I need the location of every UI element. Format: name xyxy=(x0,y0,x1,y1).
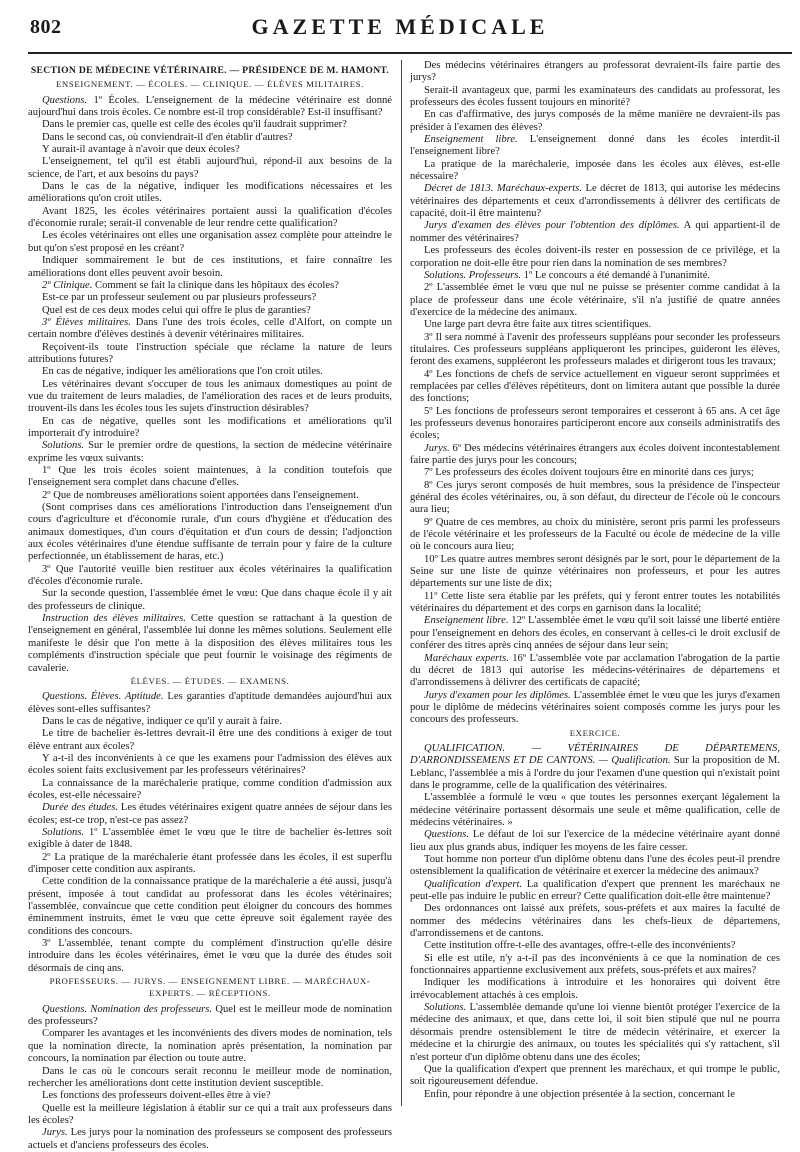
paragraph-block xyxy=(28,502,392,564)
paragraph-text: Y aurait-il avantage à n'avoir que deux écoles? xyxy=(42,144,240,156)
paragraph-block xyxy=(28,1066,392,1091)
paragraph-lead: Questions. xyxy=(42,94,88,106)
paragraph-lead: Décret de 1813. Maréchaux-experts. xyxy=(424,183,582,195)
paragraph-block xyxy=(28,366,392,378)
paragraph-lead: Enseignement libre. xyxy=(424,615,509,627)
paragraph-text: Serait-il avantageux que, parmi les examinateurs des candidats au professorat, les professeurs des écoles fussent toujours en minorité? xyxy=(410,84,780,109)
paragraph-text: L'assemblée demande qu'une loi vienne bientôt protéger l'exercice de la médecine des animaux, et que, dans cette loi, il soit bien stipulé que nul ne pourra désormais prendre ostensiblement le titre de médecin vétérinaire, et exercer la médecine et la chirurgie des animaux, ou toutes les spécialités qui s'y rattachent, s'il n'est porteur d'un diplôme obtenu dans une des écoles; xyxy=(410,1002,780,1063)
paragraph-block xyxy=(28,852,392,877)
paragraph xyxy=(28,876,392,938)
paragraph-text: Les vétérinaires devant s'occuper de tous les animaux domestiques au point de vue du traitement de leurs maladies, de l'amélioration des races et de leurs produits, trouvent-ils dans les écoles tous les sujets d'instruction désirables? xyxy=(28,378,392,415)
paragraph-block xyxy=(28,465,392,490)
paragraph-text: La connaissance de la maréchalerie pratique, comme condition d'admission aux écoles, est-elle nécessaire? xyxy=(28,777,392,801)
paragraph xyxy=(410,792,780,829)
paragraph-block xyxy=(28,490,392,502)
paragraph-block xyxy=(410,1002,780,1064)
paragraph-text: Sur la seconde question, l'assemblée émet le vœu: Que dans chaque école il y ait des professeurs de clinique. xyxy=(28,588,392,612)
paragraph xyxy=(410,369,780,406)
paragraph-text: 1º Que les trois écoles soient maintenues, à la condition toutefois que l'enseignement sera complet dans chacune d'elles. xyxy=(28,465,392,489)
paragraph xyxy=(410,653,780,690)
paragraph-text: 3º Que l'autorité veuille bien restituer aux écoles vétérinaires la qualification d'écoles d'économie rurale. xyxy=(28,563,392,588)
paragraph-block xyxy=(410,1064,780,1089)
paragraph xyxy=(410,1002,780,1064)
paragraph xyxy=(410,854,780,879)
paragraph-text: Avant 1825, les écoles vétérinaires portaient aussi la qualification d'écoles d'économie rurale; serait-il convenable de leur rendre cette qualification? xyxy=(28,205,392,230)
paragraph-text: Dans le cas de la négative, indiquer les modifications nécessaires et les améliorations qu'on croit utiles. xyxy=(28,181,392,205)
paragraph xyxy=(410,690,780,727)
paragraph-lead: Questions. xyxy=(424,829,470,841)
paragraph-text: Comment se fait la clinique dans les hôpitaux des écoles? xyxy=(92,279,339,291)
paragraph-block xyxy=(410,517,780,554)
paragraph-text: La qualification d'expert que prennent les maréchaux ne peut-elle pas induire le public en erreur? Cette qualification doit-elle être maintenue? xyxy=(410,878,781,903)
paragraph xyxy=(410,615,780,652)
paragraph-lead: Jurys d'examen pour les diplômes. xyxy=(424,689,571,701)
paragraph xyxy=(28,753,392,778)
journal-title: GAZETTE MÉDICALE xyxy=(251,14,549,39)
paragraph xyxy=(410,879,780,904)
paragraph xyxy=(28,119,392,131)
header-rule xyxy=(28,52,792,54)
paragraph-text: Les fonctions des professeurs doivent-elles être à vie? xyxy=(42,1090,271,1102)
paragraph-block xyxy=(28,1090,392,1102)
paragraph-text: Indiquer sommairement le but de ces institutions, et faire connaître les améliorations dont elles peuvent avoir besoin. xyxy=(28,255,392,279)
paragraph xyxy=(410,319,780,331)
paragraph xyxy=(410,406,780,443)
paragraph-block xyxy=(28,95,392,120)
paragraph-block xyxy=(28,181,392,206)
paragraph xyxy=(28,366,392,378)
paragraph-text: (Sont comprises dans ces améliorations l'introduction dans l'enseignement d'un cours d'agriculture et d'économie rurale, d'un cours d'hygiène et d'éducation des animaux domestiques, d'un cours d'équitation et d'un cours de dessin; l'adjonction aux écoles vétérinaires d'une étendue suffisante de terrain pour y faire de la culture perfectionnée, un établissement de haras, etc.) xyxy=(28,502,392,563)
paragraph-text: Dans le premier cas, quelle est celle des écoles qu'il faudrait supprimer? xyxy=(42,119,347,131)
paragraph-block xyxy=(410,85,780,110)
paragraph-lead: Jurys. xyxy=(424,442,450,454)
paragraph-block xyxy=(28,280,392,292)
paragraph-text: 2º Que de nombreuses améliorations soient apportées dans l'enseignement. xyxy=(42,489,359,501)
paragraph xyxy=(28,317,392,342)
paragraph xyxy=(410,591,780,616)
paragraph xyxy=(28,728,392,753)
paragraph-block xyxy=(410,467,780,479)
paragraph-text: Les études vétérinaires exigent quatre années de séjour dans les écoles; est-ce trop, n'est-ce pas assez? xyxy=(28,802,392,826)
paragraph-block xyxy=(410,591,780,616)
paragraph-block xyxy=(410,134,780,159)
paragraph xyxy=(410,220,780,245)
paragraph-text: En cas de négative, quelles sont les modifications et améliorations qu'il importerait d'y introduire? xyxy=(28,415,392,439)
paragraph-block xyxy=(410,743,780,792)
paragraph xyxy=(28,716,392,728)
paragraph-block xyxy=(28,1127,392,1152)
section-heading: SECTION DE MÉDECINE VÉTÉRINAIRE. — PRÉSIDENCE DE M. HAMONT. xyxy=(30,65,390,76)
paragraph-lead: QUALIFICATION. — VÉTÉRINAIRES DE DÉPARTEMENS, D'ARRONDISSEMENS ET DE CANTONS. — Qualification. xyxy=(410,742,780,767)
paragraph xyxy=(28,305,392,317)
paragraph-block xyxy=(410,183,780,220)
paragraph-block xyxy=(28,416,392,441)
paragraph xyxy=(410,60,780,85)
paragraph xyxy=(410,245,780,270)
paragraph-text: 1º L'assemblée émet le vœu que le titre de bachelier ès-lettres soit exigible à dater de 1848. xyxy=(28,826,392,851)
paragraph-block xyxy=(28,144,392,156)
paragraph-block xyxy=(410,879,780,904)
paragraph xyxy=(410,829,780,854)
paragraph-text: Le décret de 1813, qui autorise les médecins vétérinaires des départements et ceux d'arrondissements à délivrer des certificats de capacité, doit-il être maintenu? xyxy=(410,183,781,220)
paragraph-lead: Maréchaux experts. xyxy=(424,652,509,664)
paragraph-block xyxy=(410,829,780,854)
paragraph-text: 2º La pratique de la maréchalerie étant professée dans les écoles, il est superflu d'imposer cette condition aux aspirants. xyxy=(28,851,392,875)
paragraph xyxy=(28,95,392,120)
paragraph-block xyxy=(28,440,392,465)
paragraph xyxy=(410,134,780,159)
paragraph-text: Les garanties d'aptitude demandées aujourd'hui aux élèves sont-elles suffisantes? xyxy=(28,691,392,715)
paragraph-text: 5º Les fonctions de professeurs seront temporaires et cesseront à 65 ans. A cet âge les professeurs devenus honoraires participeront encore aux conseils administratifs des écoles; xyxy=(410,405,780,442)
paragraph-block xyxy=(28,564,392,589)
paragraph-text: Indiquer les modifications à introduire et les honoraires qui doivent être irrévocablement attachés à ces emplois. xyxy=(410,977,780,1001)
paragraph-lead: Solutions. xyxy=(424,1002,467,1014)
paragraph-block xyxy=(28,305,392,317)
paragraph-text: L'assemblée a formulé le vœu « que toutes les personnes exerçant légalement la médecine vétérinaire portassent désormais une seule et même qualification, celle de médecins vétérinaires. » xyxy=(410,792,780,828)
paragraph xyxy=(410,554,780,591)
paragraph-text: Y a-t-il des inconvénients à ce que les examens pour l'admission des élèves aux écoles soient faits exclusivement par les professeurs vétérinaires? xyxy=(28,752,392,777)
paragraph-block xyxy=(28,778,392,803)
paragraph-lead: 3º Élèves militaires. xyxy=(42,316,131,328)
paragraph-block xyxy=(410,977,780,1002)
paragraph-text: 7º Les professeurs des écoles doivent toujours être en minorité dans ces jurys; xyxy=(424,467,754,479)
paragraph-text: 8º Ces jurys seront composés de huit membres, sous la présidence de l'inspecteur général des écoles vétérinaires, ou, à son défaut, du directeur de l'école où le concours aura lieu; xyxy=(410,479,780,516)
paragraph-text: Le titre de bachelier ès-lettres devrait-il être une des conditions à exiger de tout élève entrant aux écoles? xyxy=(28,728,392,752)
paragraph-block xyxy=(410,953,780,978)
paragraph-block xyxy=(410,903,780,940)
paragraph xyxy=(410,85,780,110)
paragraph-text: Comparer les avantages et les inconvénients des divers modes de nomination, tels que la nomination directe, la nomination après présentation, la nomination par concours, la nomination par élection ou toute autre. xyxy=(28,1028,392,1065)
paragraph xyxy=(28,230,392,255)
paragraph-block xyxy=(410,220,780,245)
paragraph-text: A qui appartient-il de nommer des vétérinaires? xyxy=(410,220,780,244)
paragraph xyxy=(410,270,780,282)
paragraph xyxy=(28,1127,392,1152)
paragraph-text: L'enseignement donné dans les écoles interdit-il l'enseignement libre? xyxy=(410,134,780,158)
paragraph-text: 1º Écoles. L'enseignement de la médecine vétérinaire est donné aujourd'hui dans trois écoles. Ce nombre est-il trop considérable? Est-il insuffisant? xyxy=(28,94,392,119)
subsection-heading: EXERCICE. xyxy=(569,727,621,738)
paragraph xyxy=(28,691,392,716)
paragraph-lead: 2º Clinique. xyxy=(42,279,93,291)
paragraph xyxy=(28,490,392,502)
paragraph xyxy=(410,467,780,479)
paragraph xyxy=(410,443,780,468)
paragraph xyxy=(410,183,780,220)
paragraph-block xyxy=(28,613,392,675)
paragraph-block xyxy=(28,753,392,778)
paragraph-text: Dans le cas de négative, indiquer ce qu'il y aurait à faire. xyxy=(42,715,282,727)
paragraph-text: 9º Quatre de ces membres, au choix du ministère, seront pris parmi les professeurs de l'école vétérinaire et les professeurs de la Faculté ou école de médecine de la ville où le concours aura lieu; xyxy=(410,516,780,553)
paragraph xyxy=(28,778,392,803)
paragraph-block xyxy=(28,802,392,827)
paragraph-block xyxy=(28,342,392,367)
paragraph xyxy=(28,852,392,877)
paragraph-block xyxy=(28,691,392,716)
paragraph-text: Dans le second cas, où conviendrait-il d'en établir d'autres? xyxy=(42,131,293,143)
paragraph-text: 2º L'assemblée émet le vœu que nul ne puisse se présenter comme candidat à la place de professeur dans une école vétérinaire, s'il n'a justifié de quatre années d'exercice de la médecine des animaux. xyxy=(410,282,780,318)
paragraph-text: Sur la proposition de M. Leblanc, l'assemblée a mis à l'ordre du jour l'examen d'une question qui n'existait point dans le programme, celle de la qualification des vétérinaires. xyxy=(410,755,781,791)
paragraph xyxy=(410,332,780,369)
paragraph xyxy=(28,802,392,827)
paragraph-block xyxy=(410,270,780,282)
paragraph xyxy=(28,1004,392,1029)
paragraph-block xyxy=(28,827,392,852)
paragraph-block xyxy=(410,245,780,270)
paragraph-lead: Jurys. xyxy=(42,1127,68,1139)
paragraph-text: Les écoles vétérinaires ont elles une organisation assez complète pour atteindre le but qu'on s'est proposé en les créant? xyxy=(28,230,392,254)
subsection-heading: PROFESSEURS. — JURYS. — ENSEIGNEMENT LIBRE. — MARÉCHAUX-EXPERTS. — RÉCEPTIONS. xyxy=(49,976,371,999)
paragraph-lead: Instruction des élèves militaires. xyxy=(42,613,186,625)
paragraph-text: Des médecins vétérinaires étrangers au professorat devraient-ils faire partie des jurys? xyxy=(410,60,780,84)
paragraph-block xyxy=(410,332,780,369)
paragraph-lead: Durée des études. xyxy=(42,802,119,814)
paragraph xyxy=(410,109,780,134)
paragraph-block xyxy=(28,728,392,753)
paragraph-lead: Qualification d'expert. xyxy=(424,878,523,890)
paragraph-text: Reçoivent-ils toute l'instruction spéciale que réclame la nature de leurs attributions futures? xyxy=(28,341,392,365)
paragraph-text: Dans l'une des trois écoles, celle d'Alfort, on compte un certain nombre d'élèves destinés à devenir vétérinaires militaires. xyxy=(28,316,392,341)
paragraph xyxy=(28,156,392,181)
paragraph-block xyxy=(410,443,780,468)
paragraph-text: La pratique de la maréchalerie, imposée dans les écoles aux élèves, est-elle nécessaire? xyxy=(410,158,780,183)
paragraph-block xyxy=(28,876,392,938)
paragraph-text: L'enseignement, tel qu'il est établi aujourd'hui, répond-il aux besoins de la science, de l'art, et aux besoins du pays? xyxy=(28,156,392,180)
paragraph-text: 3º Il sera nommé à l'avenir des professeurs suppléans pour seconder les professeurs titulaires. Ces professeurs suppléans appliqueront les principes, guideront les élèves, feront des examens, suppléeront les professeurs malades et dirigeront tous les travaux; xyxy=(410,331,780,368)
paragraph-text: 1º Le concours a été demandé à l'unanimité. xyxy=(521,269,711,281)
paragraph-block xyxy=(410,615,780,652)
paragraph-block xyxy=(410,369,780,406)
paragraph-text: 12º L'assemblée émet le vœu qu'il soit laissé une liberté entière pour l'enseignement en dehors des écoles, en conservant à celles-ci le droit exclusif de conférer des titres après cinq années de séjour dans leur sein; xyxy=(410,615,780,652)
paragraph xyxy=(28,588,392,613)
paragraph-text: Est-ce par un professeur seulement ou par plusieurs professeurs? xyxy=(42,292,317,304)
paragraph xyxy=(28,613,392,675)
paragraph-text: Tout homme non porteur d'un diplôme obtenu dans l'une des écoles peut-il prendre ostensiblement la qualification de vétérinaire et exercer la médecine des animaux? xyxy=(410,854,780,878)
paragraph-text: Quel est de ces deux modes celui qui offre le plus de garanties? xyxy=(42,304,311,316)
paragraph-text: Cette institution offre-t-elle des avantages, offre-t-elle des inconvénients? xyxy=(424,940,736,952)
paragraph-lead: Solutions. xyxy=(42,826,85,838)
paragraph-block xyxy=(28,716,392,728)
paragraph-text: 6º Des médecins vétérinaires étrangers aux écoles doivent incontestablement faire partie des jurys pour les concours; xyxy=(410,442,780,466)
paragraph xyxy=(28,502,392,564)
paragraph-block xyxy=(410,319,780,331)
column-divider xyxy=(401,60,402,1106)
paragraph xyxy=(28,564,392,589)
paragraph xyxy=(28,255,392,280)
paragraph-block xyxy=(410,159,780,184)
paragraph xyxy=(410,743,780,792)
paragraph-text: Enfin, pour répondre à une objection présentée à la section, concernant le xyxy=(424,1088,735,1100)
paragraph xyxy=(28,938,392,975)
paragraph-text: Que la qualification d'expert que prennent les maréchaux, et qui trompe le public, soit rigoureusement défendue. xyxy=(410,1063,780,1088)
paragraph-block xyxy=(28,588,392,613)
paragraph-block xyxy=(28,379,392,416)
paragraph-block xyxy=(28,292,392,304)
paragraph-text: Quel est le meilleur mode de nomination des professeurs? xyxy=(28,1003,393,1028)
paragraph-lead: Questions. Élèves. Aptitude. xyxy=(42,691,164,703)
subsection-heading: ÉLÈVES. — ÉTUDES. — EXAMENS. xyxy=(130,675,290,686)
paragraph-block xyxy=(28,156,392,181)
paragraph-block xyxy=(28,1028,392,1065)
paragraph xyxy=(28,1090,392,1102)
paragraph-lead: Solutions. xyxy=(42,440,85,452)
paragraph-text: En cas d'affirmative, des jurys composés de la même manière ne devraient-ils pas présider à l'examen des élèves? xyxy=(410,109,780,133)
paragraph xyxy=(28,1103,392,1128)
paragraph-block xyxy=(410,653,780,690)
paragraph xyxy=(28,144,392,156)
paragraph-text: 16º L'assemblée vote par acclamation l'abrogation de la partie du décret de 1813 qui autorise les médecins-vétérinaires de départemens et d'arrondissemens à délivrer des certificats de capacité; xyxy=(410,652,780,689)
paragraph-lead: Enseignement libre. xyxy=(424,134,518,146)
paragraph-block xyxy=(28,132,392,144)
paragraph xyxy=(410,977,780,1002)
paragraph-text: Cette question se rattachant à la question de l'enseignement en général, l'assemblée lui donne les mêmes solutions. Seulement elle manifeste le désir que l'on mette à la disposition des élèves militaires tous les compléments d'instruction spéciale que peut fournir le voisinage des régiments de cavalerie. xyxy=(28,613,392,674)
paragraph xyxy=(28,1028,392,1065)
paragraph xyxy=(28,465,392,490)
paragraph-text: L'assemblée émet le vœu que les jurys d'examen pour le diplôme de médecins vétérinaires soient composés comme les jurys pour les concours des professeurs. xyxy=(410,689,780,726)
paragraph-block xyxy=(410,480,780,517)
paragraph-block xyxy=(410,406,780,443)
paragraph xyxy=(410,903,780,940)
paragraph-block xyxy=(28,206,392,231)
paragraph xyxy=(28,827,392,852)
paragraph xyxy=(410,1064,780,1089)
right-column xyxy=(410,60,780,1105)
page-number: 802 xyxy=(30,16,62,38)
paragraph-text: Dans le cas où le concours serait reconnu le meilleur mode de nomination, rechercher les améliorations dont cette institution devient susceptible. xyxy=(28,1065,392,1089)
paragraph-block xyxy=(410,282,780,319)
paragraph xyxy=(410,282,780,319)
paragraph xyxy=(28,132,392,144)
paragraph-text: Si elle est utile, n'y a-t-il pas des inconvénients à ce que la nomination de ces fonctionnaires appartienne exclusivement aux préfets, sous-préfets et aux maires? xyxy=(410,952,780,977)
paragraph xyxy=(28,440,392,465)
paragraph-text: 11º Cette liste sera établie par les préfets, qui y feront entrer toutes les notabilités vétérinaires du département et des corps en garnison dans la localité; xyxy=(410,590,780,615)
paragraph xyxy=(28,416,392,441)
paragraph xyxy=(28,280,392,292)
paragraph-text: Sur le premier ordre de questions, la section de médecine vétérinaire exprime les vœux suivants: xyxy=(28,440,392,464)
paragraph-text: 4º Les fonctions de chefs de service actuellement en vigueur seront supprimées et remplacées par celles d'élèves répétiteurs, dont on limitera autant que possible la durée des fonctions; xyxy=(410,368,780,405)
paragraph-text: En cas de négative, indiquer les améliorations que l'on croit utiles. xyxy=(42,366,323,378)
paragraph-block xyxy=(410,792,780,829)
paragraph xyxy=(410,159,780,184)
paragraph-block xyxy=(28,1004,392,1029)
paragraph-text: Les professeurs des écoles doivent-ils rester en possession de ce privilège, et la corporation ne doit-elle être pour rien dans la nomination de ses membres? xyxy=(410,245,780,269)
paragraph-block xyxy=(410,854,780,879)
paragraph-block xyxy=(410,109,780,134)
paragraph-block xyxy=(28,255,392,280)
paragraph-block xyxy=(410,1089,780,1101)
paragraph-text: 3º L'assemblée, tenant compte du complément d'instruction qu'elle désire introduire dans les écoles vétérinaires, émet le vœu que la durée des études soit désormais de cinq ans. xyxy=(28,938,392,974)
paragraph xyxy=(28,292,392,304)
paragraph-text: Une large part devra être faite aux titres scientifiques. xyxy=(424,319,652,331)
paragraph-block xyxy=(28,938,392,975)
paragraph-block xyxy=(28,230,392,255)
paragraph-text: Cette condition de la connaissance pratique de la maréchalerie a été aussi, jusqu'à présent, imposée à tout candidat au professorat dans les écoles vétérinaires; l'assemblée, convaincue que cette condition peut éloigner du concours des hommes éminemment instruits, émet le vœu que cette épreuve soit également rayée des conditions des concours. xyxy=(28,876,392,937)
paragraph-lead: Jurys d'examen des élèves pour l'obtention des diplômes. xyxy=(424,220,680,232)
paragraph xyxy=(28,1066,392,1091)
paragraph xyxy=(28,342,392,367)
paragraph xyxy=(410,1089,780,1101)
paragraph-text: 10º Les quatre autres membres seront désignés par le sort, pour le département de la Seine sur une liste de quinze vétérinaires non professeurs, et pour les autres départements sur une liste de dix; xyxy=(410,553,780,590)
paragraph xyxy=(28,206,392,231)
paragraph-block xyxy=(410,554,780,591)
paragraph-block xyxy=(410,940,780,952)
paragraph-block xyxy=(28,317,392,342)
paragraph-lead: Questions. Nomination des professeurs. xyxy=(42,1003,213,1015)
paragraph-text: Les jurys pour la nomination des professeurs se composent des professeurs actuels et d'anciens professeurs des écoles. xyxy=(28,1127,392,1151)
page-header xyxy=(0,0,800,56)
paragraph-block xyxy=(28,1103,392,1128)
left-column xyxy=(28,60,393,1151)
paragraph xyxy=(28,181,392,206)
paragraph xyxy=(410,940,780,952)
paragraph xyxy=(28,379,392,416)
subsection-heading: ENSEIGNEMENT. — ÉCOLES. — CLINIQUE. — ÉLÈVES MILITAIRES. xyxy=(55,79,365,90)
paragraph-text: Des ordonnances ont laissé aux préfets, sous-préfets et aux maires la faculté de nommer des médecins vétérinaires dans les chefs-lieux de départemens, d'arrondissemens et de cantons. xyxy=(410,903,780,940)
paragraph-text: Quelle est la meilleure législation à établir sur ce qui a trait aux professeurs dans les écoles? xyxy=(28,1102,392,1126)
paragraph-block xyxy=(28,119,392,131)
paragraph-lead: Solutions. Professeurs. xyxy=(424,269,522,281)
paragraph-block xyxy=(410,690,780,727)
paragraph-text: Le défaut de loi sur l'exercice de la médecine vétérinaire ayant donné lieu aux plus grands abus, indiquer les moyens de les faire cesser. xyxy=(410,829,780,853)
paragraph xyxy=(410,953,780,978)
paragraph-block xyxy=(410,60,780,85)
paragraph xyxy=(410,517,780,554)
paragraph xyxy=(410,480,780,517)
